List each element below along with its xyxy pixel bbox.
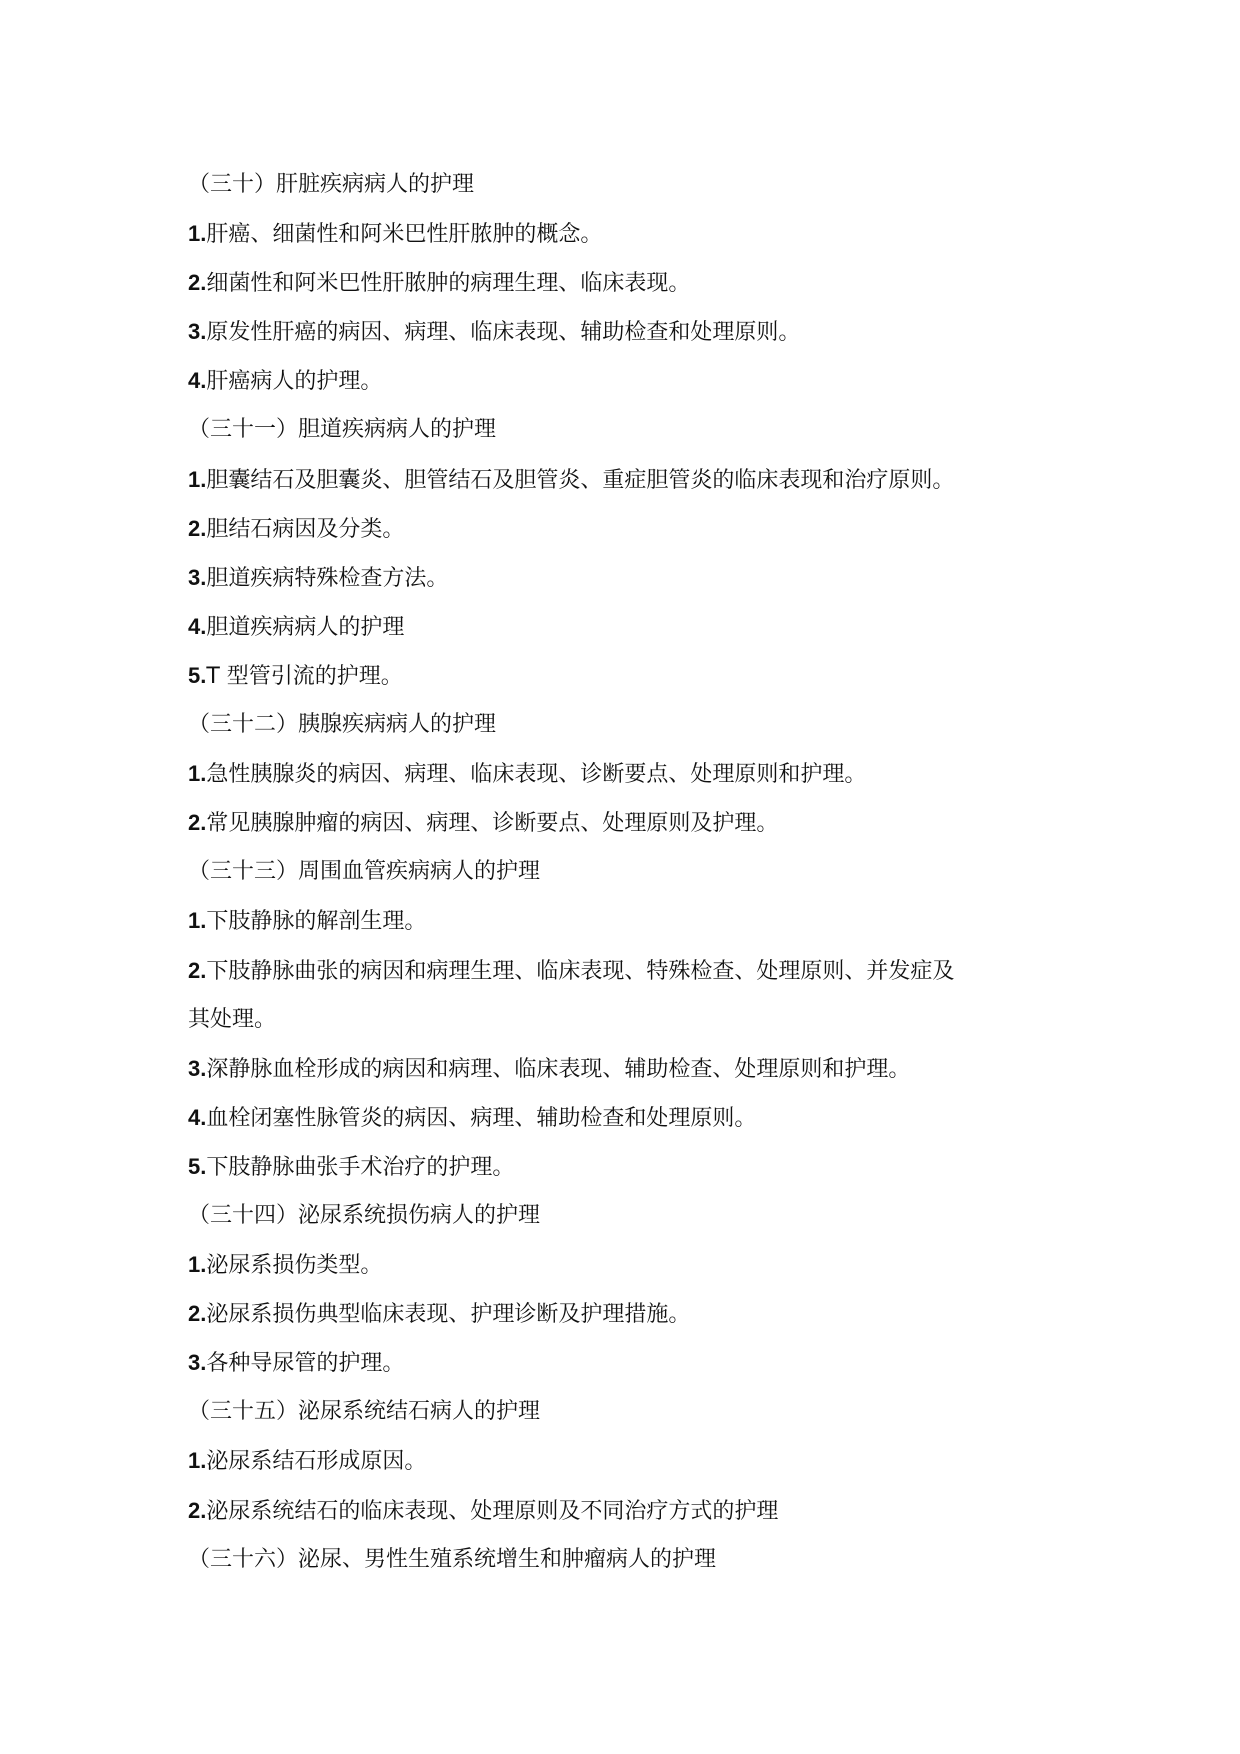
list-item <box>188 946 1118 995</box>
section-heading-36: （三十六）泌尿、男性生殖系统增生和肿瘤病人的护理 <box>188 1546 717 1572</box>
section-heading-30: （三十）肝脏疾病病人的护理 <box>188 172 475 197</box>
item-number: 2. <box>188 270 207 296</box>
list-item <box>188 1338 1118 1387</box>
section-heading-34: （三十四）泌尿系统损伤病人的护理 <box>188 1202 541 1228</box>
list-item <box>188 602 1118 651</box>
list-item <box>188 455 1118 504</box>
item-text: 各种导尿管的护理。 <box>206 1351 405 1377</box>
item-text: 泌尿系结石形成原因。 <box>206 1449 427 1475</box>
document-body <box>188 160 1118 1584</box>
list-item <box>188 1240 1118 1289</box>
item-number: 2. <box>188 515 207 541</box>
list-item <box>188 1289 1118 1338</box>
item-number: 1. <box>188 466 207 492</box>
list-item <box>188 749 1118 798</box>
item-number: 1. <box>188 908 207 934</box>
item-text: 肝癌、细菌性和阿米巴性肝脓肿的概念。 <box>206 222 603 248</box>
item-number: 1. <box>188 1252 207 1278</box>
item-number: 1. <box>188 221 207 247</box>
item-text: 急性胰腺炎的病因、病理、临床表现、诊断要点、处理原则和护理。 <box>206 762 867 788</box>
section-heading-31: （三十一）胆道疾病病人的护理 <box>188 417 497 443</box>
item-number: 4. <box>188 613 207 639</box>
item-number: 4. <box>188 1104 207 1130</box>
list-item <box>188 209 1118 258</box>
section-heading-35: （三十五）泌尿系统结石病人的护理 <box>188 1399 541 1425</box>
list-item <box>188 1142 1118 1191</box>
list-item <box>188 1093 1118 1142</box>
item-text: 泌尿系统结石的临床表现、处理原则及不同治疗方式的护理 <box>206 1498 779 1524</box>
item-text: 原发性肝癌的病因、病理、临床表现、辅助检查和处理原则。 <box>206 320 801 346</box>
list-item <box>188 1436 1118 1485</box>
item-text: T 型管引流的护理。 <box>206 663 403 689</box>
item-text: 泌尿系损伤典型临床表现、护理诊断及护理措施。 <box>206 1302 691 1328</box>
list-item <box>188 258 1118 307</box>
list-item <box>188 307 1118 356</box>
item-text-continuation: 其处理。 <box>188 1006 277 1032</box>
item-number: 5. <box>188 662 207 688</box>
item-text: 胆囊结石及胆囊炎、胆管结石及胆管炎、重症胆管炎的临床表现和治疗原则。 <box>206 467 955 493</box>
item-number: 1. <box>188 761 207 787</box>
item-number: 5. <box>188 1153 207 1179</box>
item-number: 3. <box>188 564 207 590</box>
list-item <box>188 1486 1118 1535</box>
item-text: 泌尿系损伤类型。 <box>206 1253 383 1279</box>
list-item-continuation <box>188 995 1118 1044</box>
list-item <box>188 356 1118 405</box>
list-item <box>188 896 1118 945</box>
item-text: 血栓闭塞性脉管炎的病因、病理、辅助检查和处理原则。 <box>206 1105 757 1131</box>
item-text: 下肢静脉曲张手术治疗的护理。 <box>206 1154 515 1180</box>
list-item <box>188 553 1118 602</box>
item-text: 肝癌病人的护理。 <box>206 369 383 395</box>
list-item <box>188 798 1118 847</box>
item-number: 4. <box>188 368 207 394</box>
item-text: 下肢静脉的解剖生理。 <box>206 909 427 935</box>
item-text: 下肢静脉曲张的病因和病理生理、临床表现、特殊检查、处理原则、并发症及 <box>206 958 955 984</box>
list-item <box>188 1044 1118 1093</box>
item-text: 细菌性和阿米巴性肝脓肿的病理生理、临床表现。 <box>206 271 691 297</box>
item-number: 3. <box>188 319 207 345</box>
item-text: 深静脉血栓形成的病因和病理、临床表现、辅助检查、处理原则和护理。 <box>206 1056 911 1082</box>
item-number: 3. <box>188 1055 207 1081</box>
item-number: 3. <box>188 1350 207 1376</box>
item-number: 2. <box>188 957 207 983</box>
item-number: 2. <box>188 1301 207 1327</box>
item-number: 2. <box>188 810 207 836</box>
list-item <box>188 651 1118 700</box>
item-text: 常见胰腺肿瘤的病因、病理、诊断要点、处理原则及护理。 <box>206 811 779 837</box>
item-text: 胆道疾病病人的护理 <box>206 614 405 640</box>
list-item <box>188 504 1118 553</box>
item-number: 2. <box>188 1497 207 1523</box>
section-heading-32: （三十二）胰腺疾病病人的护理 <box>188 712 497 738</box>
item-number: 1. <box>188 1448 207 1474</box>
item-text: 胆结石病因及分类。 <box>206 516 405 542</box>
section-heading-33: （三十三）周围血管疾病病人的护理 <box>188 859 541 885</box>
item-text: 胆道疾病特殊检查方法。 <box>206 565 449 591</box>
